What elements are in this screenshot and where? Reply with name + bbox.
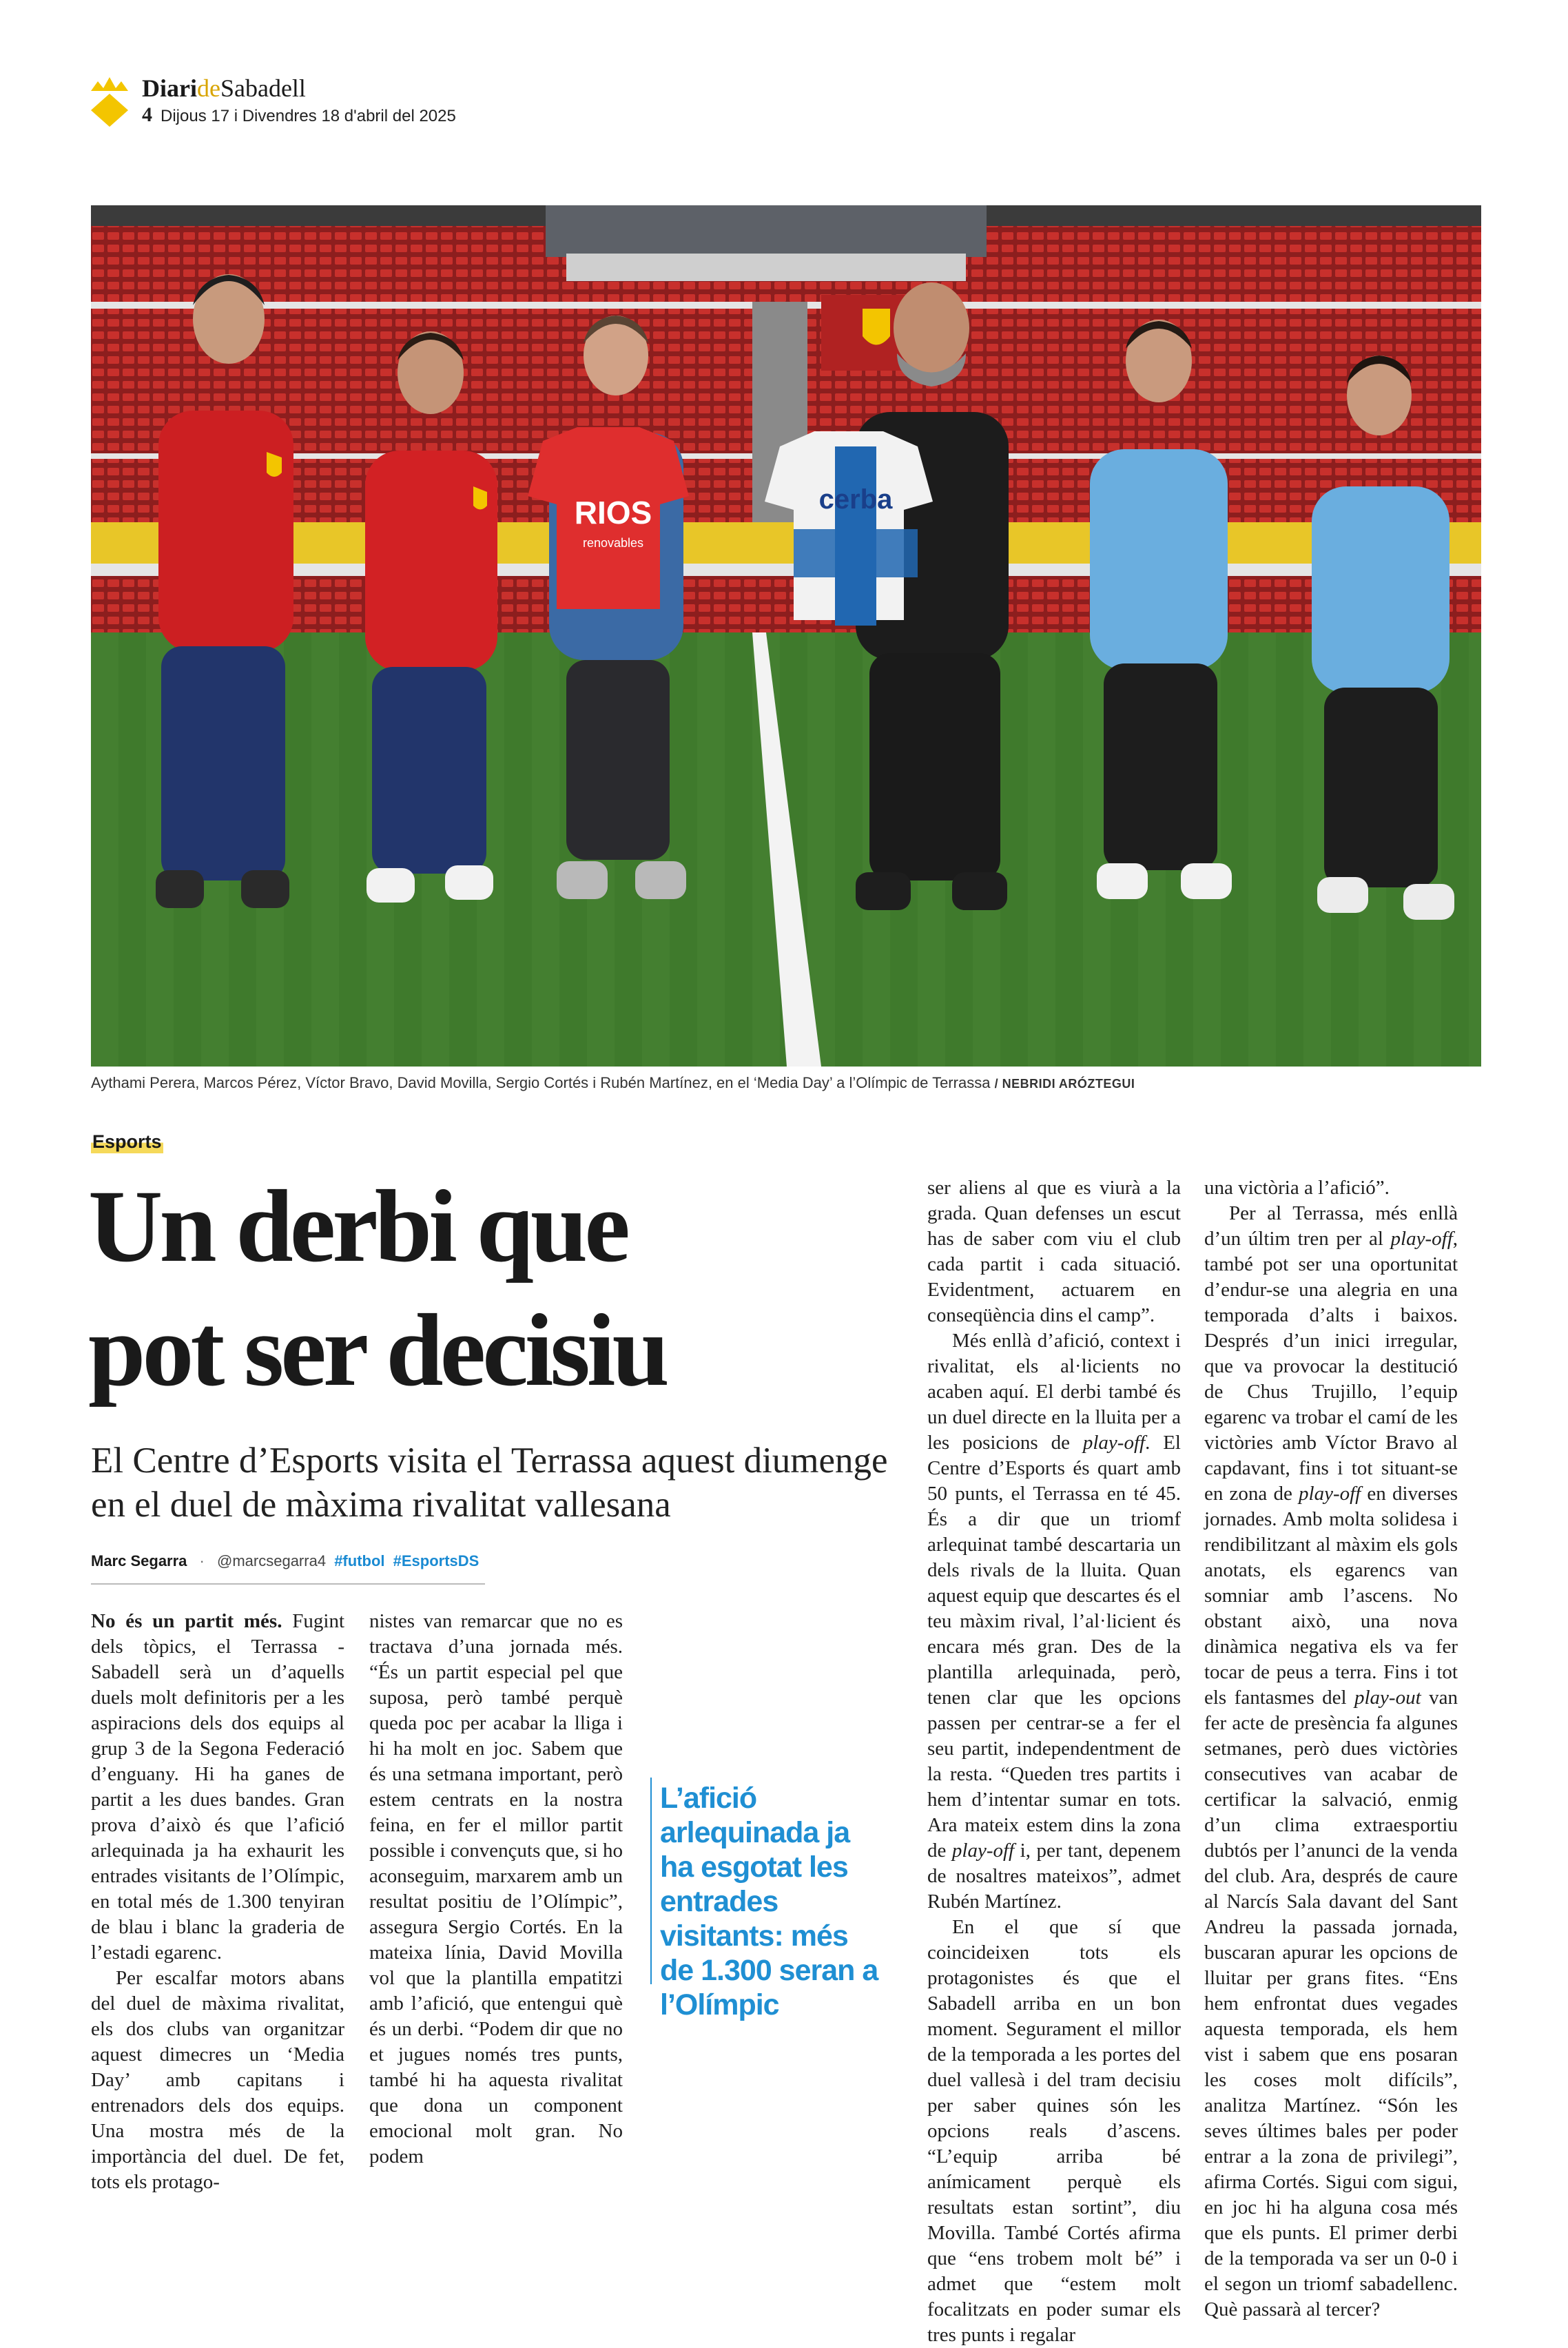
brand-diari: Diari: [142, 74, 197, 102]
paragraph: En el que sí que coincideixen tots els protagonistes és que el Sabadell arriba en un bon moment. Segurament el millor de la temporada a les portes del duel vallesà i del tram decisiu per saber quines són les opcions reals d’ascens. “L’equip arriba bé anímicament perquè els resultats estan sortint”, diu Movilla. També Cortés afirma que “ens trobem molt bé” i admet que “estem molt focalitzats en poder sumar els tres punts i regalar: [927, 1916, 1181, 2346]
paragraph-text: van fer acte de presència fa algunes setmanes, però dues victòries consecutives van acabar de certificar la salvació, enmig d’un clima extraesportiu dubtós per l’anunci de la venda del club. Ara, després de caure al Narcís Sala davant del Sant Andreu la passada jornada, buscaran apurar les opcions de lluitar per grans fites. “Ens hem enfrontat dues vegades aquesta temporada, els hem vist i sabem que ens posaran les coses molt difícils”, analitza Martínez. “Són les seves últimes bales per poder entrar a la zona de privilegi”, afirma Cortés. Sigui com sigui, en joc hi ha alguna cosa més que els punts. El primer derbi de la temporada va ser un 0-0 i el segon un triomf sabadellenc. Què passarà al tercer?: [1204, 1687, 1458, 2320]
byline-divider: [91, 1583, 485, 1585]
paragraph: una victòria a l’afició”.: [1204, 1177, 1390, 1199]
brand-sabadell: Sabadell: [220, 74, 306, 102]
pullquote: L’afició arlequinada ja ha esgotat les entrades visitants: més de 1.300 seran a l’Olímpic: [660, 1782, 878, 2021]
paragraph: [927, 1328, 1181, 1915]
paragraph: Per escalfar motors abans del duel de màxima rivalitat, els dos clubs van organitzar aquest dimecres un ‘Media Day’ amb capitans i entrenadors dels dos equips. Una mostra més de la importància del duel. De fet, tots els protago-: [91, 1967, 344, 2193]
article-photo: [91, 205, 1481, 1067]
paragraph-text: i, per tant, depenem de nosaltres mateixos”, admet Rubén Martínez.: [927, 1840, 1181, 1913]
paragraph: nistes van remarcar que no es tractava d’una jornada més. “És un partit especial pel que suposa, però també perquè queda poc per acabar la lliga i hi ha molt en joc. Sabem que és una setmana important, però estem centrats en la nostra feina, en fer el millor partit possible i convençuts que, si ho aconseguim, marxarem amb un resultat positiu de l’Olímpic”, assegura Sergio Cortés. En la mateixa línia, David Movilla vol que la plantilla empatitzi amb l’afició, que entengui què és un derbi. “Podem dir que no et jugues només tres punts, també hi ha aquesta rivalitat que dona un component emocional molt gran. No podem: [369, 1610, 623, 2167]
paragraph-text: Fugint dels tòpics, el Terrassa - Sabadell serà un d’aquells duels molt definitoris per a les aspiracions dels dos equips al grup 3 de la Segona Federació d’enguany. Hi ha ganes de partit a les dues bandes. Gran prova d’això és que l’afició arlequinada ja ha exhaurit les entrades visitants de l’Olímpic, en total més de 1.300 tenyiran de blau i blanc la graderia de l’estadi egarenc.: [91, 1610, 345, 1964]
italic-term: play-off: [1299, 1483, 1361, 1505]
photo-caption: [91, 1073, 1135, 1093]
hashtag-esportsds[interactable]: #EsportsDS: [393, 1552, 479, 1569]
headline: [88, 1164, 887, 1412]
brand-de: de: [196, 74, 220, 102]
white-shirt-sponsor: cerba: [818, 484, 893, 515]
masthead[interactable]: [142, 73, 306, 103]
paragraph-text: , també pot ser una oportunitat d’endur-se una alegria en una temporada d’alts i baixos. Després d’un inici irregular, que va provocar la destitució de Chus Trujillo, l’equip egarenc va trobar el camí de les victòries amb Víctor Bravo al capdavant, fins i tot situant-se en zona de: [1204, 1228, 1458, 1505]
photo-credit: / NEBRIDI ARÓZTEGUI: [994, 1077, 1135, 1091]
headline-line-1: Un derbi que: [88, 1169, 627, 1284]
lead-in: No és un partit més.: [91, 1610, 282, 1632]
article-column-4: [1204, 1175, 1458, 2323]
article-column-2: [369, 1609, 623, 2170]
author-name: Marc Segarra: [91, 1552, 187, 1569]
caption-text: Aythami Perera, Marcos Pérez, Víctor Bravo, David Movilla, Sergio Cortés i Rubén Martínez, en el ‘Media Day’ a l’Olímpic de Terrassa: [91, 1074, 991, 1091]
author-handle[interactable]: @marcsegarra4: [217, 1552, 327, 1569]
article-column-3: [927, 1175, 1181, 2348]
paragraph-text: en diverses jornades. Amb molta solidesa i rendibilitzant al màxim els gols anotats, els egarencs van somniar amb l’ascens. No obstant això, una nova dinàmica negativa els va fer tocar de peus a terra. Fins i tot els fantasmes del: [1204, 1483, 1458, 1709]
hashtag-futbol[interactable]: #futbol: [334, 1552, 385, 1569]
italic-term: play-off: [1082, 1432, 1146, 1454]
paragraph: [91, 1609, 344, 1966]
paragraph: [1204, 1201, 1458, 2323]
subheadline: El Centre d’Esports visita el Terrassa aquest diumenge en el duel de màxima rivalitat vallesana: [91, 1441, 888, 1525]
red-shirt-sponsor-sub: renovables: [582, 536, 644, 550]
paragraph-text: Per al Terrassa, més enllà d’un últim tren per al: [1204, 1202, 1458, 1250]
issue-date: Dijous 17 i Divendres 18 d'abril del 2025: [161, 107, 456, 125]
byline: [91, 1551, 479, 1572]
page-info: [142, 105, 456, 127]
pullquote-rule: [650, 1778, 652, 1984]
paragraph: ser aliens al que es viurà a la grada. Quan defenses un escut has de saber com viu el club cada partit i cada situació. Evidentment, actuarem en conseqüència dins el camp”.: [927, 1177, 1181, 1326]
red-shirt-sponsor: RIOS: [574, 495, 652, 531]
page-number: 4: [142, 103, 152, 126]
section-label[interactable]: Esports: [92, 1131, 162, 1152]
italic-term: play-off: [1390, 1228, 1453, 1250]
paragraph-text: Més enllà d’afició, context i rivalitat, els al·licients no acaben aquí. El derbi també és un duel directe en la lluita per a les posicions de: [927, 1330, 1181, 1454]
byline-separator: ·: [199, 1552, 205, 1569]
italic-term: play-out: [1354, 1687, 1421, 1709]
paragraph-text: . El Centre d’Esports és quart amb 50 punts, el Terrassa en té 45. És a dir que un triomf arlequinat també descartaria un dels rivals de la lluita. Quan aquest equip que descartes és el teu màxim rival, l’al·licient és encara més gran. Des de la plantilla arlequinada, però, tenen clar que les opcions passen per centrar-se a fer el seu partit, independentment de la resta. “Queden tres partits i hem d’intentar sumar en tots. Ara mateix estem dins la zona de: [927, 1432, 1181, 1862]
article-column-1: [91, 1609, 344, 2195]
headline-line-2: pot ser decisiu: [88, 1293, 666, 1408]
diari-logo-icon: [88, 76, 131, 127]
italic-term: play-off: [951, 1840, 1015, 1862]
